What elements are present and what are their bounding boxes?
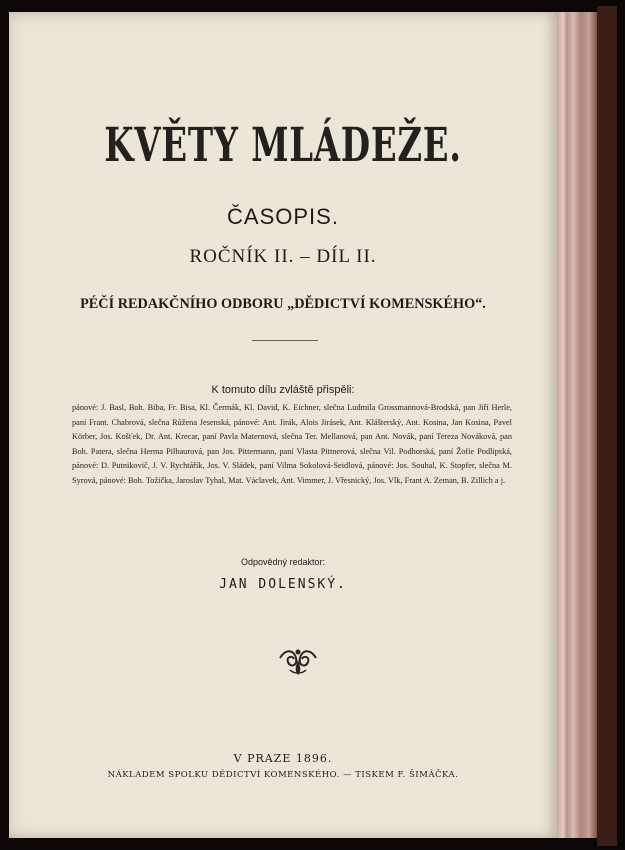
editor-label: Odpovědný redaktor:	[240, 557, 326, 567]
editorial-line: PÉČÍ REDAKČNÍHO ODBORU „DĚDICTVÍ KOMENSKÉHO“.	[80, 296, 486, 312]
volume-line: ROČNÍK II. – DÍL II.	[189, 246, 377, 267]
page-edges	[557, 12, 597, 838]
page-title: KVĚTY MLÁDEŽE.	[104, 118, 462, 173]
contributors-heading: K tomuto dílu zvláště přispěli:	[211, 384, 355, 396]
place-year: V PRAZE 1896.	[233, 752, 333, 765]
book-cover-edge	[597, 6, 617, 846]
contributors-list: pánové: J. Basl, Boh. Biba, Fr. Bisa, Kl. Čermák, Kl. David, K. Eichner, slečna Ludmila Grossmannová-Brodská, pan Jiří Herle, paní Frant. Chabrová, slečna Růžena Jesenská, pánové: Ant. Jirák, Alois Jirásek, Ant. Klášterský, Ant. Kosina, Jan Kosina, Pavel Körber, Jos. Košťek, Dr. Ant. Krecar, paní Pavla Maternová, slečna Ter. Mellanová, pan Ant. Novák, paní Tereza Nováková, pan Boh. Patera, slečna Herma Pilbaurová, pan Jos. Pittermann, paní Vlasta Pittnerová, slečna Vil. Podhorská, paní Žofie Podlipská, pánové: D. Putnikovič, J. V. Rychtářík, Jos. V. Sládek, paní Vilma Sokolová-Seidlová, pánové: Jos. Souhal, K. Stopfer, slečna M. Syrová, pánové: Boh. Tožička, Jaroslav Tyhal, Mat. Václavek, Ant. Vimmer, J. Vřesnický, Jos. Vlk, Frant A. Zeman, B. Zillich a j.	[72, 403, 512, 485]
editor-name: JAN DOLENSKÝ.	[219, 577, 347, 592]
fleuron-ornament-icon	[276, 644, 320, 678]
publisher-line: NÁKLADEM SPOLKU DĚDICTVÍ KOMENSKÉHO. — TISKEM F. ŠIMÁČKA.	[107, 770, 459, 780]
page-subtitle: ČASOPIS.	[227, 204, 339, 229]
divider-rule	[252, 340, 318, 341]
title-page	[9, 12, 557, 838]
